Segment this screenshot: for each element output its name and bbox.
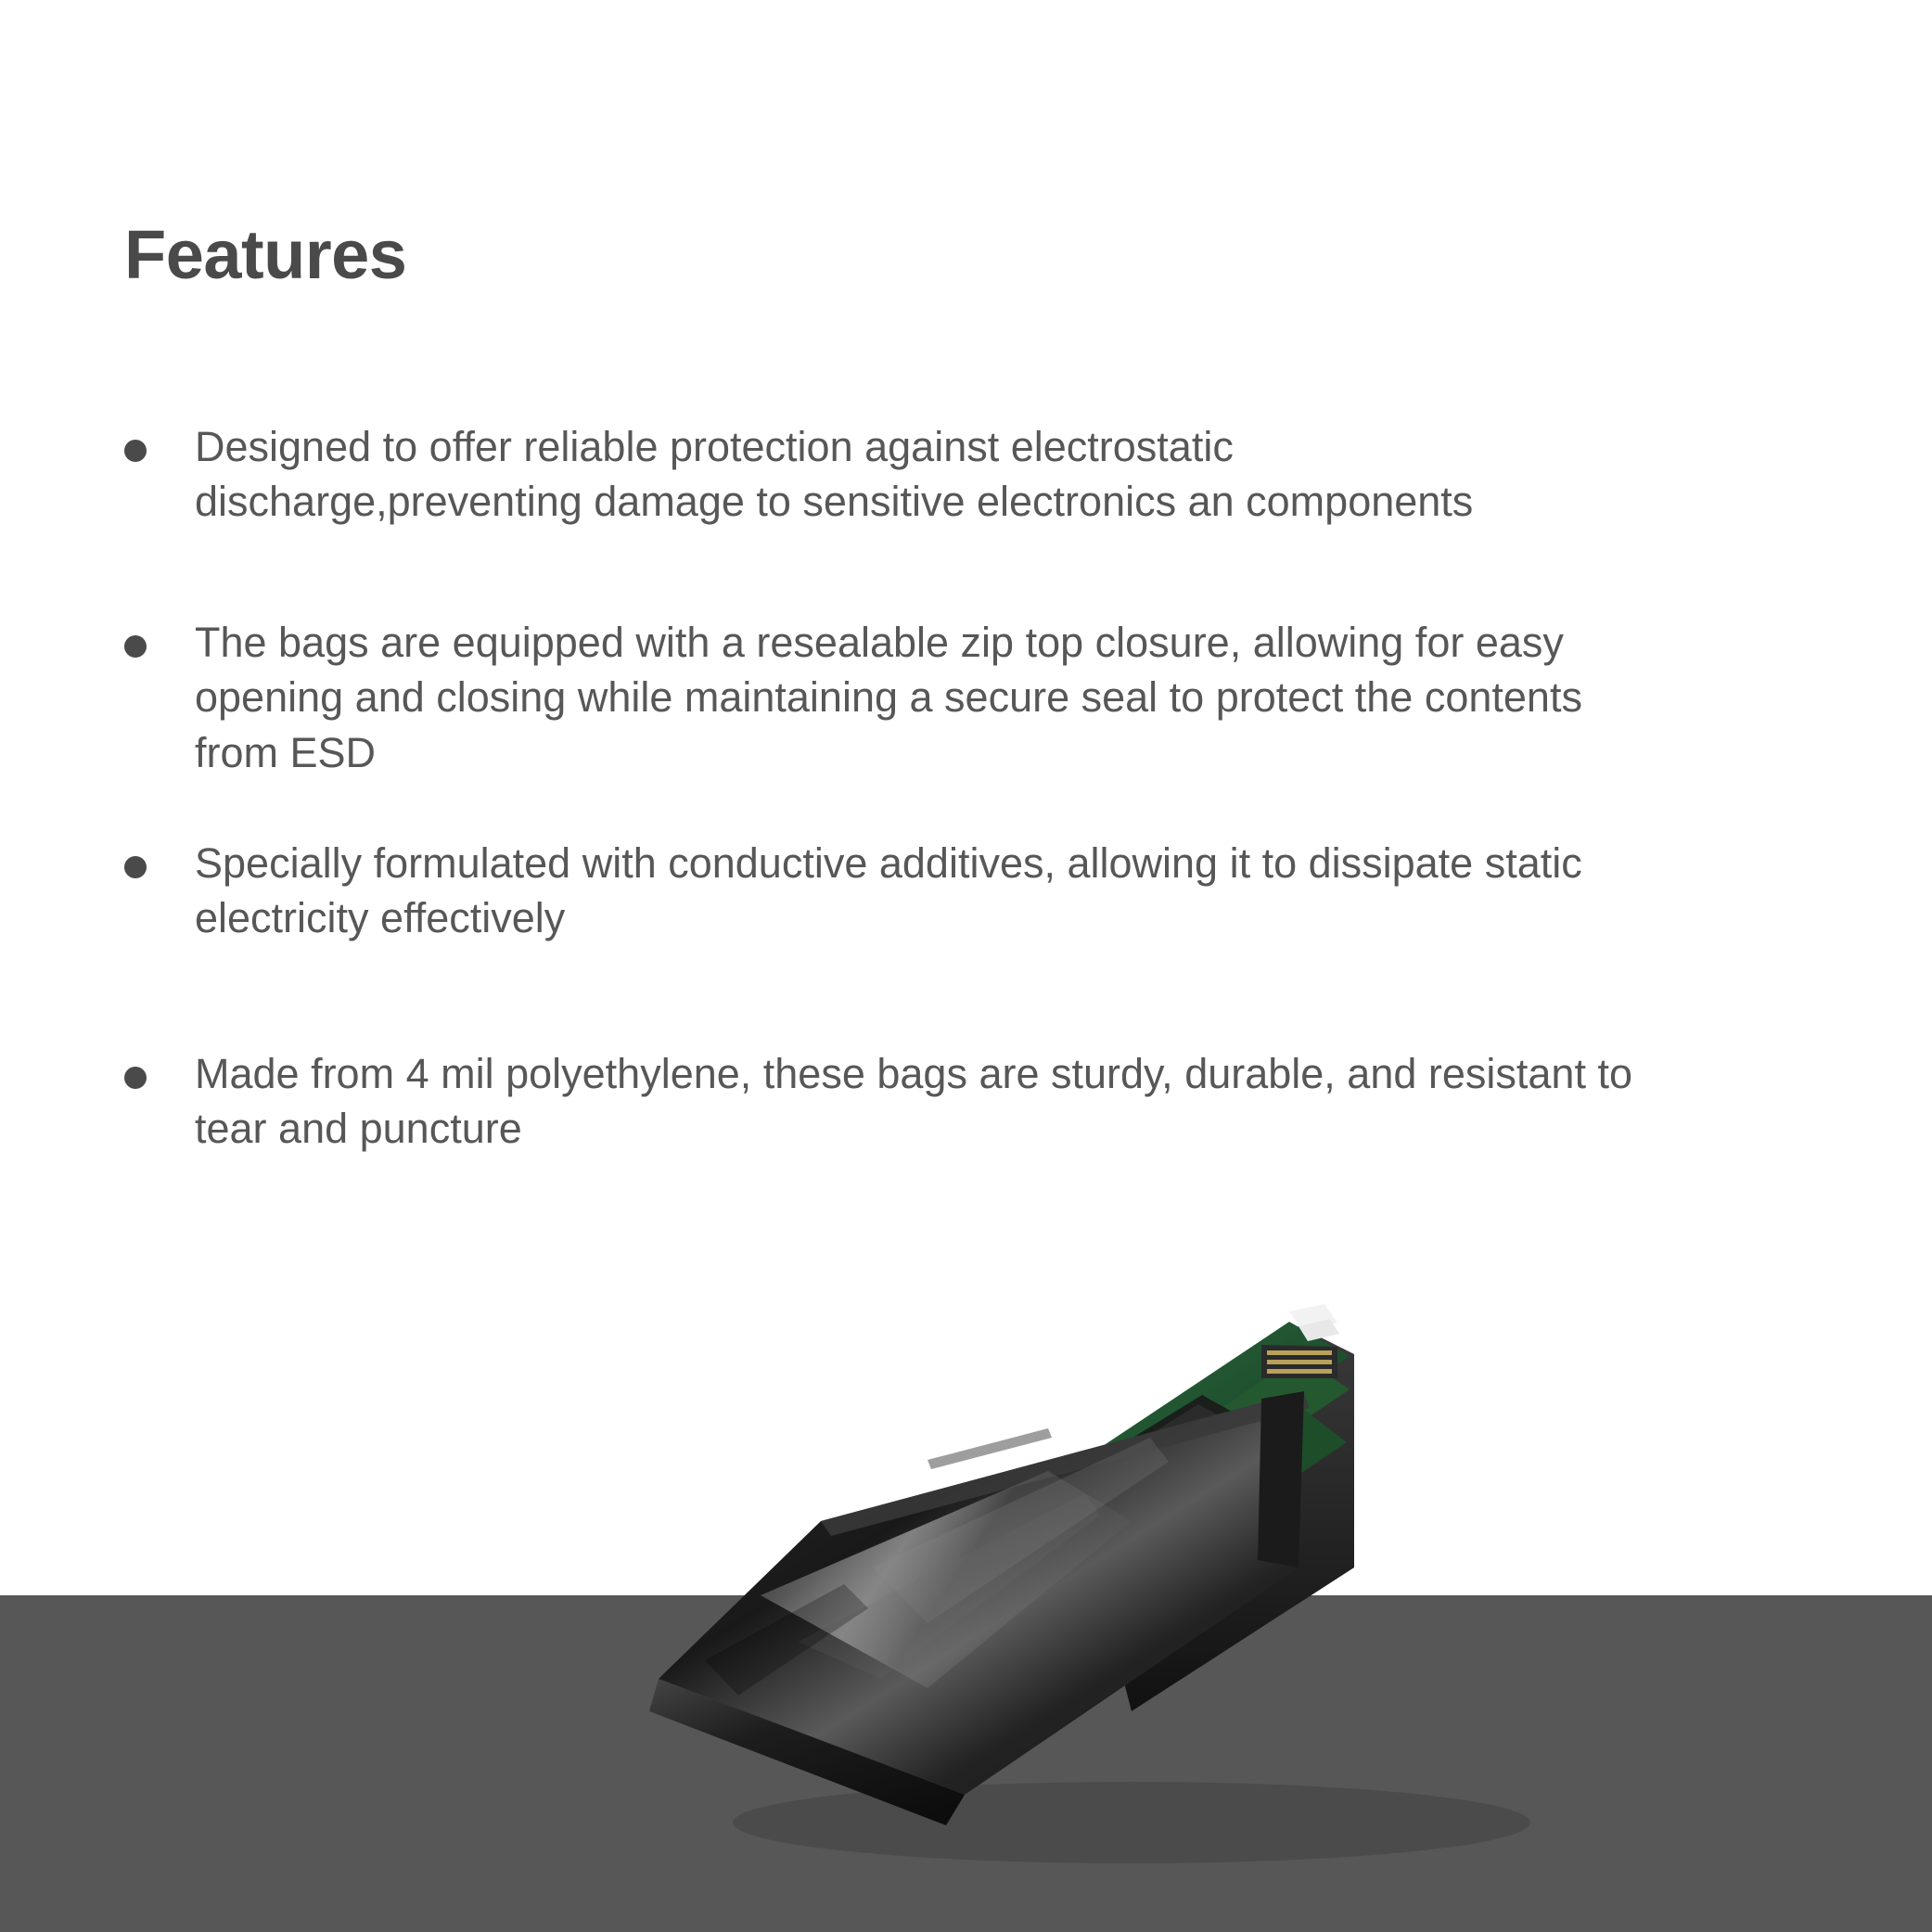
bullet-icon <box>119 419 195 462</box>
bullet-icon <box>119 1046 195 1089</box>
product-image <box>649 1289 1762 1901</box>
bullet-icon <box>119 615 195 658</box>
list-item <box>119 419 1695 530</box>
list-item-text: Specially formulated with conductive additives, allowing it to dissipate static electricity effectively <box>195 838 1582 942</box>
esd-bag <box>649 1391 1310 1825</box>
feature-list <box>119 419 1695 1157</box>
list-item-text: The bags are equipped with a resealable zip top closure, allowing for easy opening and closing while maintaining a secure seal to protect the contents from ESD <box>195 618 1582 776</box>
list-item <box>119 836 1695 946</box>
list-item-text: Designed to offer reliable protection against electrostatic discharge,preventing damage to sensitive electronics an components <box>195 423 1474 526</box>
list-item <box>119 615 1695 780</box>
bullet-icon <box>119 836 195 878</box>
page-title: Features <box>124 216 407 293</box>
list-item-text: Made from 4 mil polyethylene, these bags are sturdy, durable, and resistant to tear and puncture <box>195 1049 1632 1153</box>
list-item <box>119 1046 1695 1157</box>
